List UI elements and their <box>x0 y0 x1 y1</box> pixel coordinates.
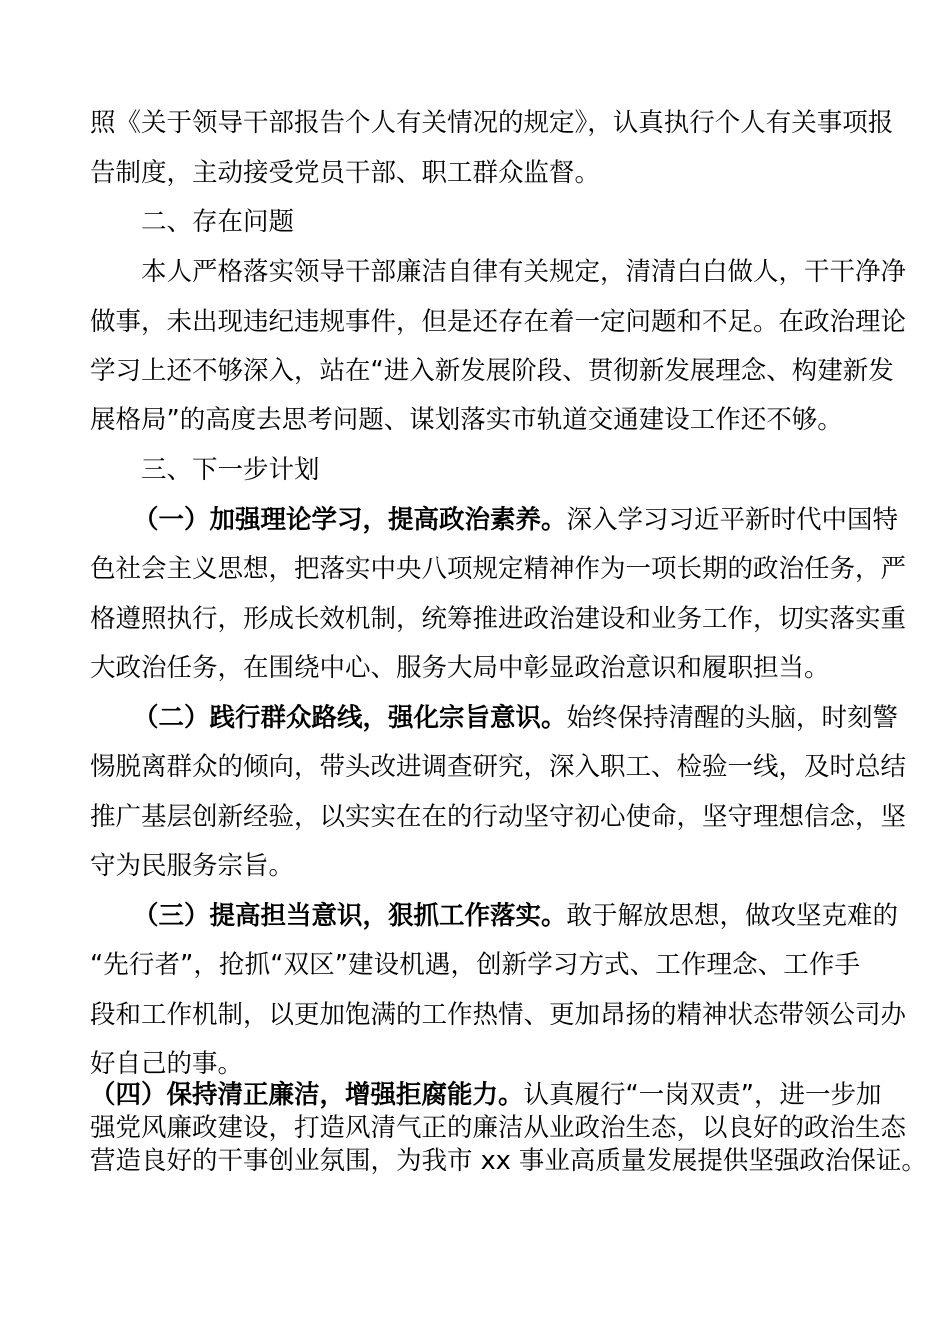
plan4-line-3: 营造良好的干事创业氛围，为我市 xx 事业高质量发展提供坚强政治保证。 <box>90 1146 927 1176</box>
plan1-line-1 <box>90 505 899 535</box>
para1-line-2: 告制度，主动接受党员干部、职工群众监督。 <box>90 158 601 188</box>
plan2-line-4: 守为民服务宗旨。 <box>90 851 295 881</box>
plan3-line-1 <box>90 901 899 931</box>
plan1-line-4: 大政治任务，在围绕中心、服务大局中彰显政治意识和履职担当。 <box>90 653 830 683</box>
heading-next-plan: 三、下一步计划 <box>141 455 320 485</box>
para1-line-1: 照《关于领导干部报告个人有关情况的规定》，认真执行个人有关事项报 <box>90 108 894 138</box>
plan3-line-4: 好自己的事。 <box>90 1049 244 1079</box>
plan1-line-3: 格遵照执行，形成长效机制，统筹推进政治建设和业务工作，切实落实重 <box>90 604 907 634</box>
plan4-heading: （四）保持清正廉洁，增强拒腐能力。 <box>90 1080 524 1110</box>
para2-line-2: 做事，未出现违纪违规事件，但是还存在着一定问题和不足。在政治理论 <box>90 307 907 337</box>
plan1-heading: （一）加强理论学习，提高政治素养。 <box>133 505 567 535</box>
heading-problems: 二、存在问题 <box>141 207 295 237</box>
plan1-first-text: 深入学习习近平新时代中国特 <box>566 505 899 535</box>
plan4-line-1 <box>90 1080 882 1110</box>
plan2-line-2: 惕脱离群众的倾向，带头改进调查研究，深入职工、检验一线，及时总结 <box>90 752 907 782</box>
para2-line-4: 展格局”的高度去思考问题、谋划落实市轨道交通建设工作还不够。 <box>90 405 843 435</box>
plan2-line-3: 推广基层创新经验，以实实在在的行动坚守初心使命，坚守理想信念，坚 <box>90 802 907 832</box>
plan1-line-2: 色社会主义思想，把落实中央八项规定精神作为一项长期的政治任务，严 <box>90 554 907 584</box>
para2-line-3: 学习上还不够深入，站在“进入新发展阶段、贯彻新发展理念、构建新发 <box>90 356 894 386</box>
plan2-first-text: 始终保持清醒的头脑，时刻警 <box>566 703 899 733</box>
plan3-first-text: 敢于解放思想，做攻坚克难的 <box>566 901 899 931</box>
plan4-line-2: 强党风廉政建设，打造风清气正的廉洁从业政治生态，以良好的政治生态 <box>90 1113 907 1143</box>
plan2-line-1 <box>90 703 899 733</box>
plan3-heading: （三）提高担当意识，狠抓工作落实。 <box>133 901 567 931</box>
plan3-line-2: “先行者”，抢抓“双区”建设机遇，创新学习方式、工作理念、工作手 <box>90 950 860 980</box>
para2-line-1: 本人严格落实领导干部廉洁自律有关规定，清清白白做人，干干净净 <box>141 257 907 287</box>
plan2-heading: （二）践行群众路线，强化宗旨意识。 <box>133 703 567 733</box>
plan3-line-3: 段和工作机制，以更加饱满的工作热情、更加昂扬的精神状态带领公司办 <box>90 1000 907 1030</box>
plan4-first-text: 认真履行“一岗双责”，进一步加 <box>523 1080 882 1110</box>
